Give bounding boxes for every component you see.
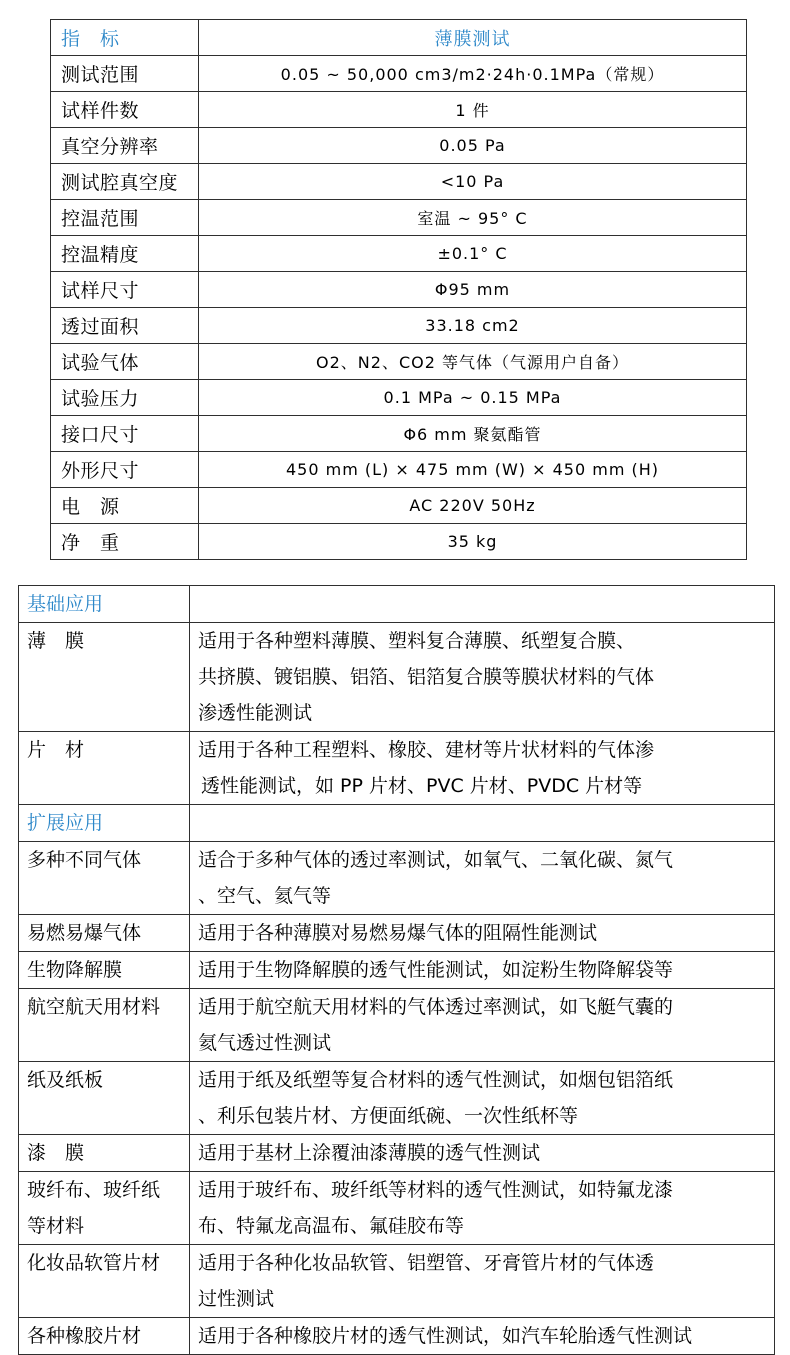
spec-label: 试验压力: [51, 380, 199, 416]
spec-label: 测试范围: [51, 56, 199, 92]
name-line: 多种不同气体: [27, 849, 142, 871]
spec-value: 0.1 MPa ~ 0.15 MPa: [199, 380, 747, 416]
application-name: 薄 膜: [19, 623, 190, 732]
name-line: 航空航天用材料: [27, 996, 161, 1018]
spec-row: [51, 164, 747, 200]
desc-line: 适用于基材上涂覆油漆薄膜的透气性测试: [198, 1142, 541, 1164]
application-desc: [190, 1135, 775, 1172]
application-desc: [190, 623, 775, 732]
spec-row: [51, 128, 747, 164]
application-row: [19, 1245, 775, 1318]
spec-header-value: 薄膜测试: [199, 20, 747, 56]
name-line: 玻纤布、玻纤纸: [27, 1179, 161, 1201]
application-desc: [190, 1172, 775, 1245]
application-desc: [190, 952, 775, 989]
spec-row: [51, 92, 747, 128]
spec-label: 控温范围: [51, 200, 199, 236]
spec-value: Φ6 mm 聚氨酯管: [199, 416, 747, 452]
application-desc: [190, 1062, 775, 1135]
spec-label: 试验气体: [51, 344, 199, 380]
section-blank-cell: [190, 805, 775, 842]
spec-label: 真空分辨率: [51, 128, 199, 164]
spec-label: 试样件数: [51, 92, 199, 128]
spec-table: [50, 19, 747, 560]
name-line: 纸及纸板: [27, 1069, 104, 1091]
spec-row: [51, 380, 747, 416]
section-header-row: [19, 805, 775, 842]
name-line: 各种橡胶片材: [27, 1325, 142, 1347]
application-desc: [190, 989, 775, 1062]
spec-label: 控温精度: [51, 236, 199, 272]
spec-row: [51, 344, 747, 380]
spec-value: 0.05 ~ 50,000 cm3/m2·24h·0.1MPa（常规）: [199, 56, 747, 92]
application-row: [19, 623, 775, 732]
application-table: [18, 585, 775, 1355]
spec-label: 电 源: [51, 488, 199, 524]
spec-label: 试样尺寸: [51, 272, 199, 308]
spec-label: 净 重: [51, 524, 199, 560]
desc-line: 适用于各种塑料薄膜、塑料复合薄膜、纸塑复合膜、: [198, 630, 636, 652]
spec-value: ±0.1° C: [199, 236, 747, 272]
spec-row: [51, 272, 747, 308]
desc-line: 适用于航空航天用材料的气体透过率测试，如飞艇气囊的: [198, 996, 674, 1018]
desc-line: 适用于生物降解膜的透气性能测试，如淀粉生物降解袋等: [198, 959, 674, 981]
application-desc: [190, 732, 775, 805]
desc-line: 共挤膜、镀铝膜、铝箔、铝箔复合膜等膜状材料的气体: [198, 666, 655, 688]
spec-label: 透过面积: [51, 308, 199, 344]
spec-value: AC 220V 50Hz: [199, 488, 747, 524]
application-name: [19, 1318, 190, 1355]
spec-row: [51, 200, 747, 236]
spec-row: [51, 308, 747, 344]
application-row: [19, 732, 775, 805]
spec-value: 1 件: [199, 92, 747, 128]
desc-line: 渗透性能测试: [198, 702, 313, 724]
spec-row: [51, 416, 747, 452]
name-line: 易燃易爆气体: [27, 922, 142, 944]
name-line: 生物降解膜: [27, 959, 123, 981]
application-row: [19, 1062, 775, 1135]
application-desc: [190, 915, 775, 952]
spec-value: 0.05 Pa: [199, 128, 747, 164]
spec-row: [51, 488, 747, 524]
desc-line: 适用于各种橡胶片材的透气性测试，如汽车轮胎透气性测试: [198, 1325, 693, 1347]
spec-value: <10 Pa: [199, 164, 747, 200]
desc-line: 适用于玻纤布、玻纤纸等材料的透气性测试，如特氟龙漆: [198, 1179, 674, 1201]
desc-line: 适用于各种工程塑料、橡胶、建材等片状材料的气体渗: [198, 739, 655, 761]
desc-line: 、利乐包装片材、方便面纸碗、一次性纸杯等: [198, 1105, 579, 1127]
spec-value: O2、N2、CO2 等气体（气源用户自备）: [199, 344, 747, 380]
application-name: [19, 1135, 190, 1172]
application-desc: [190, 1245, 775, 1318]
spec-value: Φ95 mm: [199, 272, 747, 308]
spec-row: [51, 524, 747, 560]
application-name: [19, 1245, 190, 1318]
spec-value: 35 kg: [199, 524, 747, 560]
spec-header-row: [51, 20, 747, 56]
spec-row: [51, 56, 747, 92]
name-line: 漆 膜: [27, 1142, 85, 1164]
desc-line: 透性能测试，如 PP 片材、PVC 片材、PVDC 片材等: [201, 775, 643, 797]
extended-section-title: 扩展应用: [19, 805, 190, 842]
desc-line: 过性测试: [198, 1288, 275, 1310]
spec-value: 450 mm (L) × 475 mm (W) × 450 mm (H): [199, 452, 747, 488]
application-row: [19, 1172, 775, 1245]
name-line: 等材料: [27, 1215, 85, 1237]
spec-label: 接口尺寸: [51, 416, 199, 452]
section-blank-cell: [190, 586, 775, 623]
desc-line: 、空气、氦气等: [198, 885, 332, 907]
desc-line: 适用于各种薄膜对易燃易爆气体的阻隔性能测试: [198, 922, 598, 944]
name-line: 化妆品软管片材: [27, 1252, 161, 1274]
spec-value: 33.18 cm2: [199, 308, 747, 344]
application-name: 片 材: [19, 732, 190, 805]
spec-row: [51, 236, 747, 272]
desc-line: 布、特氟龙高温布、氟硅胶布等: [198, 1215, 465, 1237]
spec-row: [51, 452, 747, 488]
application-row: [19, 989, 775, 1062]
spec-label: 外形尺寸: [51, 452, 199, 488]
application-name: [19, 1062, 190, 1135]
application-row: [19, 915, 775, 952]
desc-line: 适用于各种化妆品软管、铝塑管、牙膏管片材的气体透: [198, 1252, 655, 1274]
application-name: [19, 842, 190, 915]
spec-label: 测试腔真空度: [51, 164, 199, 200]
application-name: [19, 989, 190, 1062]
desc-line: 适合于多种气体的透过率测试，如氧气、二氧化碳、氮气: [198, 849, 674, 871]
section-header-row: [19, 586, 775, 623]
application-row: [19, 952, 775, 989]
desc-line: 氦气透过性测试: [198, 1032, 332, 1054]
application-name: [19, 952, 190, 989]
spec-header-label: 指 标: [51, 20, 199, 56]
application-name: [19, 915, 190, 952]
basic-section-title: 基础应用: [19, 586, 190, 623]
application-name: [19, 1172, 190, 1245]
desc-line: 适用于纸及纸塑等复合材料的透气性测试，如烟包铝箔纸: [198, 1069, 674, 1091]
application-row: [19, 842, 775, 915]
spec-value: 室温 ~ 95° C: [199, 200, 747, 236]
application-desc: [190, 842, 775, 915]
application-row: [19, 1318, 775, 1355]
application-row: [19, 1135, 775, 1172]
application-desc: [190, 1318, 775, 1355]
